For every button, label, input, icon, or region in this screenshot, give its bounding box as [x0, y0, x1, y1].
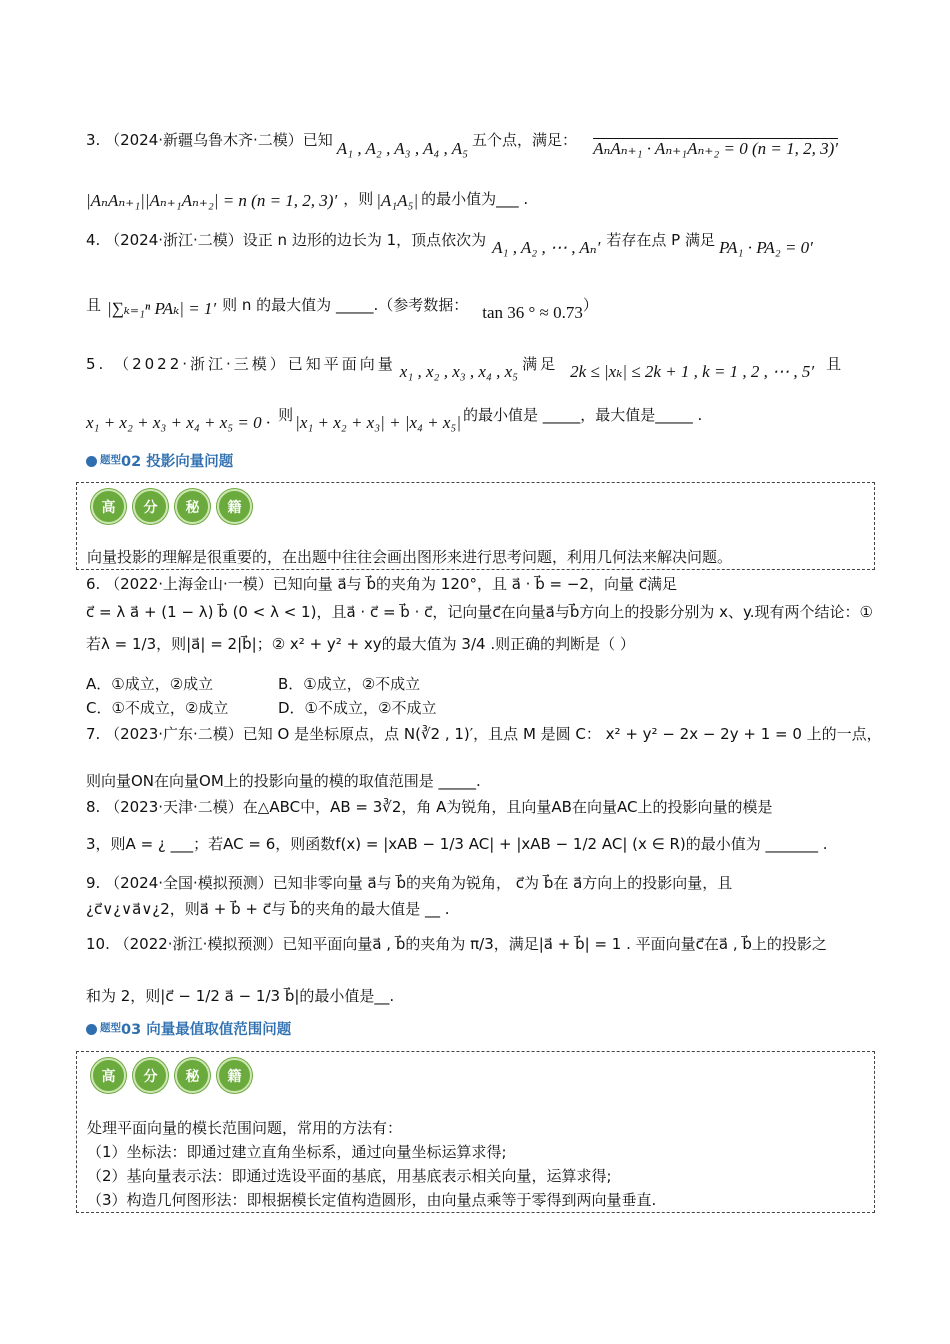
- q4-start: 且: [86, 296, 102, 314]
- q5-end: 且: [826, 355, 845, 373]
- q5-expression: |x₁ + x₂ + x₃| + |x₄ + x₅|: [295, 413, 462, 432]
- q5-sum-zero: x₁ + x₂ + x₃ + x₄ + x₅ = 0 ·: [86, 413, 271, 432]
- tip-badges: [91, 489, 252, 524]
- section-heading-02: [86, 450, 233, 471]
- q5-mid: 满足: [522, 355, 559, 373]
- q3-end: 的最小值为___ .: [421, 190, 529, 208]
- tip-badges: [91, 1058, 252, 1093]
- q4-mid: 若存在点 P 满足: [606, 231, 715, 249]
- option-a: A．①成立，②成立: [86, 675, 214, 693]
- q4-vertices: A₁ , A₂ , ⋯ , Aₙ′: [492, 238, 601, 257]
- section-tag: 题型: [100, 454, 121, 466]
- question-5-line-1: [86, 353, 845, 381]
- question-9-line-1: 9. （2024·全国·模拟预测）已知非零向量 a⃗与 b⃗的夹角为锐角， c⃗为 b⃗在 a⃗方向上的投影向量，且: [86, 874, 733, 892]
- question-5-line-2: [86, 404, 703, 432]
- q4-text: 4. （2024·浙江·二模）设正 n 边形的边长为 1，顶点依次为: [86, 231, 487, 249]
- bullet-icon: [86, 1024, 97, 1035]
- q4-sum-formula: |∑ₖ₌₁ⁿ PAₖ| = 1′: [107, 299, 217, 318]
- section-tag: 题型: [100, 1022, 121, 1034]
- bullet-icon: [86, 456, 97, 467]
- badge-mi: 秘: [175, 489, 210, 524]
- question-3-line-2: [86, 188, 528, 209]
- q3-mid2: ，则: [343, 190, 374, 208]
- q5-mid2: 则: [278, 406, 294, 424]
- q4-formula: PA₁ · PA₂ = 0′: [718, 238, 813, 257]
- question-6-line-3: 若λ = 1/3，则|a⃗| = 2|b⃗|；② x² + y² + xy的最大值为 3/4 .则正确的判断是（ ）: [86, 635, 635, 653]
- question-6-line-2: c⃗ = λ a⃗ + (1 − λ) b⃗ (0 < λ < 1)，且a⃗ · c⃗ = b⃗ · c⃗，记向量c⃗在向量a⃗与b⃗方向上的投影分别为 x、y.现有两个结论：①: [86, 603, 873, 621]
- tip-box-1: [76, 482, 875, 570]
- q5-condition: 2k ≤ |xₖ| ≤ 2k + 1 , k = 1 , 2 , ⋯ , 5′: [570, 362, 815, 381]
- question-8-line-2: 3，则A = ¿ ___；若AC = 6，则函数f(x) = |xAB − 1/3 AC| + |xAB − 1/2 AC| (x ∈ R)的最小值为 _______ .: [86, 835, 828, 853]
- badge-ji: 籍: [217, 1058, 252, 1093]
- tip-line: （1）坐标法：即通过建立直角坐标系，通过向量坐标运算求得;: [87, 1143, 507, 1161]
- badge-mi: 秘: [175, 1058, 210, 1093]
- badge-ji: 籍: [217, 489, 252, 524]
- q3-mid: 五个点，满足：: [472, 131, 578, 149]
- badge-fen: 分: [133, 489, 168, 524]
- question-3-line-1: [86, 129, 838, 158]
- q5-end2: 的最小值是 _____，最大值是_____ .: [463, 406, 703, 424]
- tip-line: （3）构造几何图形法：即根据模长定值构造圆形，由向量点乘等于零得到两向量垂直.: [87, 1191, 657, 1209]
- option-b: B．①成立，②不成立: [278, 675, 421, 693]
- q4-end: ）: [582, 296, 598, 314]
- option-d: D．①不成立，②不成立: [278, 699, 437, 717]
- section-title: 03 向量最值取值范围问题: [121, 1022, 292, 1038]
- badge-gao: 高: [91, 1058, 126, 1093]
- q3-formula-1: AₙAₙ₊₁ · Aₙ₊₁Aₙ₊₂ = 0 (n = 1, 2, 3)′: [593, 139, 838, 158]
- question-10-line-2: 和为 2，则|c⃗ − 1/2 a⃗ − 1/3 b⃗|的最小值是__.: [86, 987, 395, 1005]
- q4-reference: tan 36 ° ≈ 0.73: [482, 303, 583, 322]
- tip-lines: [87, 1116, 656, 1212]
- q5-vectors: x₁ , x₂ , x₃ , x₄ , x₅: [399, 362, 519, 381]
- q4-mid2: 则 n 的最大值为 _____.（参考数据：: [222, 296, 469, 314]
- q3-points: A₁ , A₂ , A₃ , A₄ , A₅: [336, 139, 469, 158]
- badge-fen: 分: [133, 1058, 168, 1093]
- q3-formula-3: |A₁A₅|: [376, 191, 419, 210]
- question-10-line-1: 10. （2022·浙江·模拟预测）已知平面向量a⃗ , b⃗的夹角为 π/3，满足|a⃗ + b⃗| = 1 . 平面向量c⃗在a⃗ , b⃗上的投影之: [86, 935, 827, 953]
- tip-line: 处理平面向量的模长范围问题，常用的方法有：: [87, 1119, 403, 1137]
- q3-text: 3. （2024·新疆乌鲁木齐·二模）已知: [86, 131, 333, 149]
- section-title: 02 投影向量问题: [121, 454, 234, 470]
- section-heading-03: [86, 1018, 291, 1039]
- question-8-line-1: 8. （2023·天津·二模）在△ABC中，AB = 3∛2，角 A为锐角，且向量AB在向量AC上的投影向量的模是: [86, 798, 773, 816]
- tip-line: （2）基向量表示法：即通过选设平面的基底，用基底表示相关向量，运算求得;: [87, 1167, 612, 1185]
- question-4-line-1: [86, 229, 813, 257]
- question-4-line-2: [86, 294, 598, 322]
- question-7-line-2: 则向量ON在向量OM上的投影向量的模的取值范围是 _____.: [86, 772, 481, 790]
- q3-formula-2: |AₙAₙ₊₁||Aₙ₊₁Aₙ₊₂| = n (n = 1, 2, 3)′: [86, 191, 338, 210]
- option-c: C．①不成立，②成立: [86, 699, 229, 717]
- question-6-line-1: 6. （2022·上海金山·一模）已知向量 a⃗与 b⃗的夹角为 120°，且 a⃗ · b⃗ = −2，向量 c⃗满足: [86, 575, 677, 593]
- question-7-line-1: 7. （2023·广东·二模）已知 O 是坐标原点，点 N(∛2 , 1)′，且点 M 是圆 C： x² + y² − 2x − 2y + 1 = 0 上的一点，: [86, 725, 882, 743]
- question-9-line-2: ¿c⃗∨¿∨a⃗∨¿2，则a⃗ + b⃗ + c⃗与 b⃗的夹角的最大值是 __ .: [86, 900, 450, 918]
- tip-box-2: [76, 1051, 875, 1213]
- q5-text: 5. （2022·浙江·三模）已知平面向量: [86, 355, 396, 373]
- tip-text: 向量投影的理解是很重要的，在出题中往往会画出图形来进行思考问题，利用几何法来解决问题。: [87, 548, 733, 566]
- badge-gao: 高: [91, 489, 126, 524]
